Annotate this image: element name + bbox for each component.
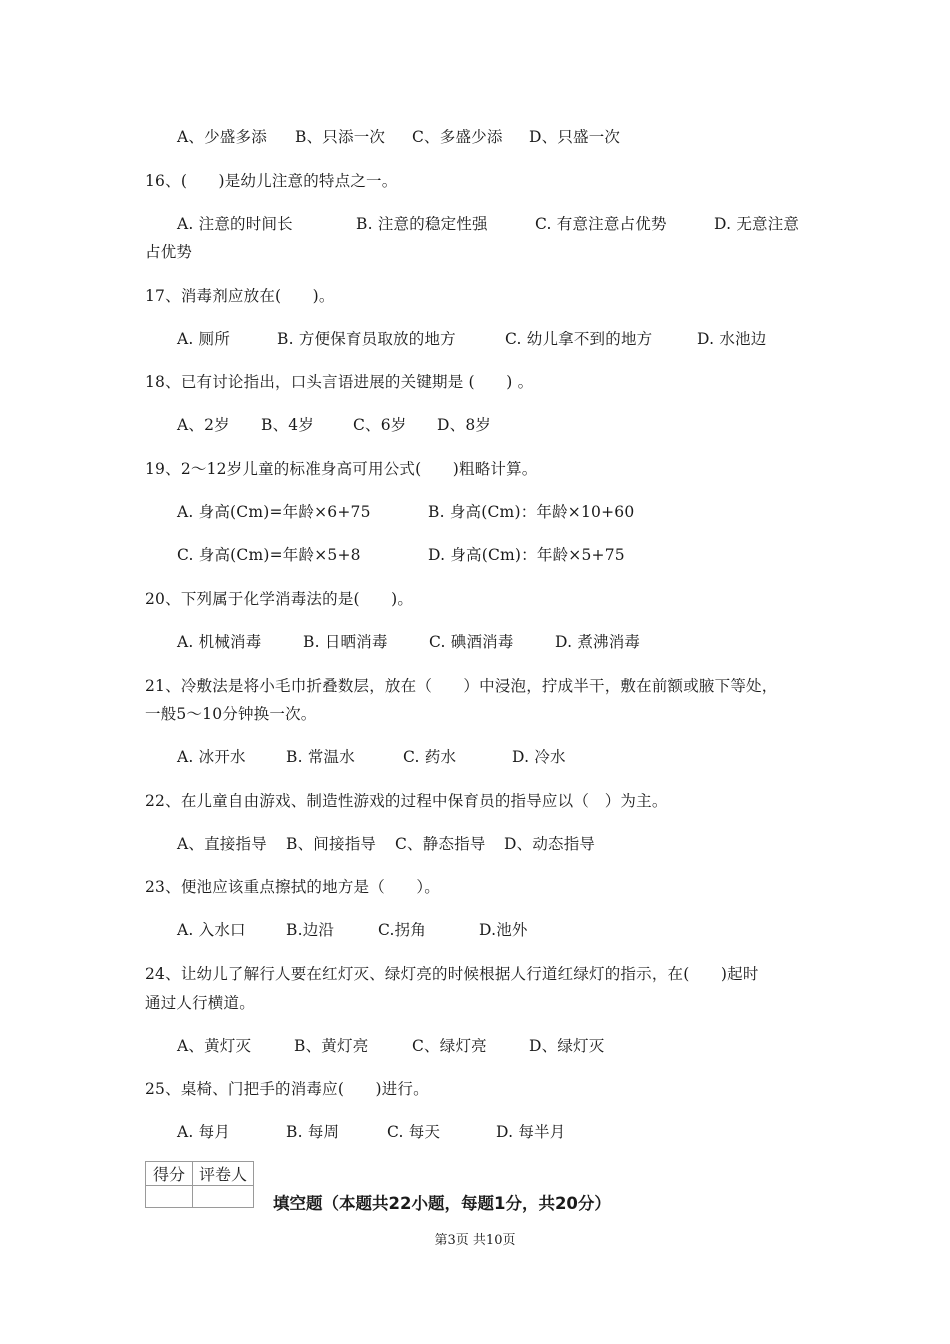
q16-option-c: C. 有意注意占优势 bbox=[535, 215, 667, 233]
q20-option-b: B. 日晒消毒 bbox=[303, 633, 388, 651]
q20-option-d: D. 煮沸消毒 bbox=[555, 633, 641, 651]
q17-option-c: C. 幼儿拿不到的地方 bbox=[505, 330, 653, 348]
q17-option-a: A. 厕所 bbox=[177, 330, 231, 348]
q18-option-c: C、6岁 bbox=[353, 416, 407, 434]
q21-option-b: B. 常温水 bbox=[286, 748, 355, 766]
q16-stem: 16、( )是幼儿注意的特点之一。 bbox=[145, 172, 398, 190]
q25-stem: 25、桌椅、门把手的消毒应( )进行。 bbox=[145, 1080, 429, 1098]
q25-option-b: B. 每周 bbox=[286, 1123, 340, 1141]
q25-option-a: A. 每月 bbox=[177, 1123, 231, 1141]
q18-stem: 18、已有讨论指出，口头言语进展的关键期是 ( ) 。 bbox=[145, 373, 534, 391]
q21-stem-line2: 一般5～10分钟换一次。 bbox=[145, 705, 317, 723]
q19-option-c: C. 身高(Cm)=年龄×5+8 bbox=[177, 546, 361, 564]
score-label: 得分 bbox=[146, 1162, 193, 1186]
q19-option-d: D. 身高(Cm)：年龄×5+75 bbox=[428, 546, 625, 564]
q19-option-b: B. 身高(Cm)：年龄×10+60 bbox=[428, 503, 635, 521]
q20-option-a: A. 机械消毒 bbox=[177, 633, 262, 651]
q17-option-d: D. 水池边 bbox=[697, 330, 767, 348]
q24-option-a: A、黄灯灭 bbox=[177, 1037, 252, 1055]
q18-option-a: A、2岁 bbox=[177, 416, 230, 434]
q22-stem: 22、在儿童自由游戏、制造性游戏的过程中保育员的指导应以（ ）为主。 bbox=[145, 792, 668, 810]
q15-option-b: B、只添一次 bbox=[295, 128, 386, 146]
q19-stem: 19、2～12岁儿童的标准身高可用公式( )粗略计算。 bbox=[145, 460, 538, 478]
q21-option-c: C. 药水 bbox=[403, 748, 457, 766]
q22-option-a: A、直接指导 bbox=[177, 835, 267, 853]
q17-stem: 17、消毒剂应放在( )。 bbox=[145, 287, 335, 305]
q15-option-d: D、只盛一次 bbox=[529, 128, 621, 146]
q24-stem-line1: 24、让幼儿了解行人要在红灯灭、绿灯亮的时候根据人行道红绿灯的指示，在( )起时 bbox=[145, 965, 759, 983]
q24-stem-line2: 通过人行横道。 bbox=[145, 994, 255, 1012]
q16-option-d-wrap: 占优势 bbox=[145, 243, 193, 261]
q16-option-a: A. 注意的时间长 bbox=[177, 215, 293, 233]
score-box bbox=[145, 1161, 254, 1208]
score-cell[interactable] bbox=[146, 1186, 193, 1208]
q24-option-d: D、绿灯灭 bbox=[529, 1037, 605, 1055]
q24-option-c: C、绿灯亮 bbox=[412, 1037, 487, 1055]
page-footer: 第3页 共10页 bbox=[434, 1233, 516, 1248]
q15-option-c: C、多盛少添 bbox=[412, 128, 503, 146]
q18-option-d: D、8岁 bbox=[437, 416, 492, 434]
q23-stem: 23、便池应该重点擦拭的地方是（ ）。 bbox=[145, 878, 440, 896]
q23-option-d: D.池外 bbox=[479, 921, 528, 939]
grader-label: 评卷人 bbox=[193, 1162, 254, 1186]
q20-stem: 20、下列属于化学消毒法的是( )。 bbox=[145, 590, 414, 608]
q22-option-c: C、静态指导 bbox=[395, 835, 486, 853]
q23-option-a: A. 入水口 bbox=[177, 921, 246, 939]
q16-option-d: D. 无意注意 bbox=[714, 215, 800, 233]
q18-option-b: B、4岁 bbox=[261, 416, 315, 434]
q16-option-b: B. 注意的稳定性强 bbox=[356, 215, 488, 233]
section-title: 填空题（本题共22小题，每题1分，共20分） bbox=[273, 1194, 611, 1213]
q21-option-d: D. 冷水 bbox=[512, 748, 566, 766]
q20-option-c: C. 碘酒消毒 bbox=[429, 633, 514, 651]
q21-stem-line1: 21、冷敷法是将小毛巾折叠数层，放在（ ）中浸泡，拧成半干，敷在前额或腋下等处， bbox=[145, 677, 778, 695]
grader-cell[interactable] bbox=[193, 1186, 254, 1208]
q19-option-a: A. 身高(Cm)=年龄×6+75 bbox=[177, 503, 371, 521]
q22-option-d: D、动态指导 bbox=[504, 835, 596, 853]
q24-option-b: B、黄灯亮 bbox=[294, 1037, 369, 1055]
q23-option-c: C.拐角 bbox=[378, 921, 427, 939]
q25-option-c: C. 每天 bbox=[387, 1123, 441, 1141]
q22-option-b: B、间接指导 bbox=[286, 835, 377, 853]
q25-option-d: D. 每半月 bbox=[496, 1123, 566, 1141]
q21-option-a: A. 冰开水 bbox=[177, 748, 246, 766]
q23-option-b: B.边沿 bbox=[286, 921, 335, 939]
q17-option-b: B. 方便保育员取放的地方 bbox=[277, 330, 456, 348]
q15-option-a: A、少盛多添 bbox=[177, 128, 267, 146]
